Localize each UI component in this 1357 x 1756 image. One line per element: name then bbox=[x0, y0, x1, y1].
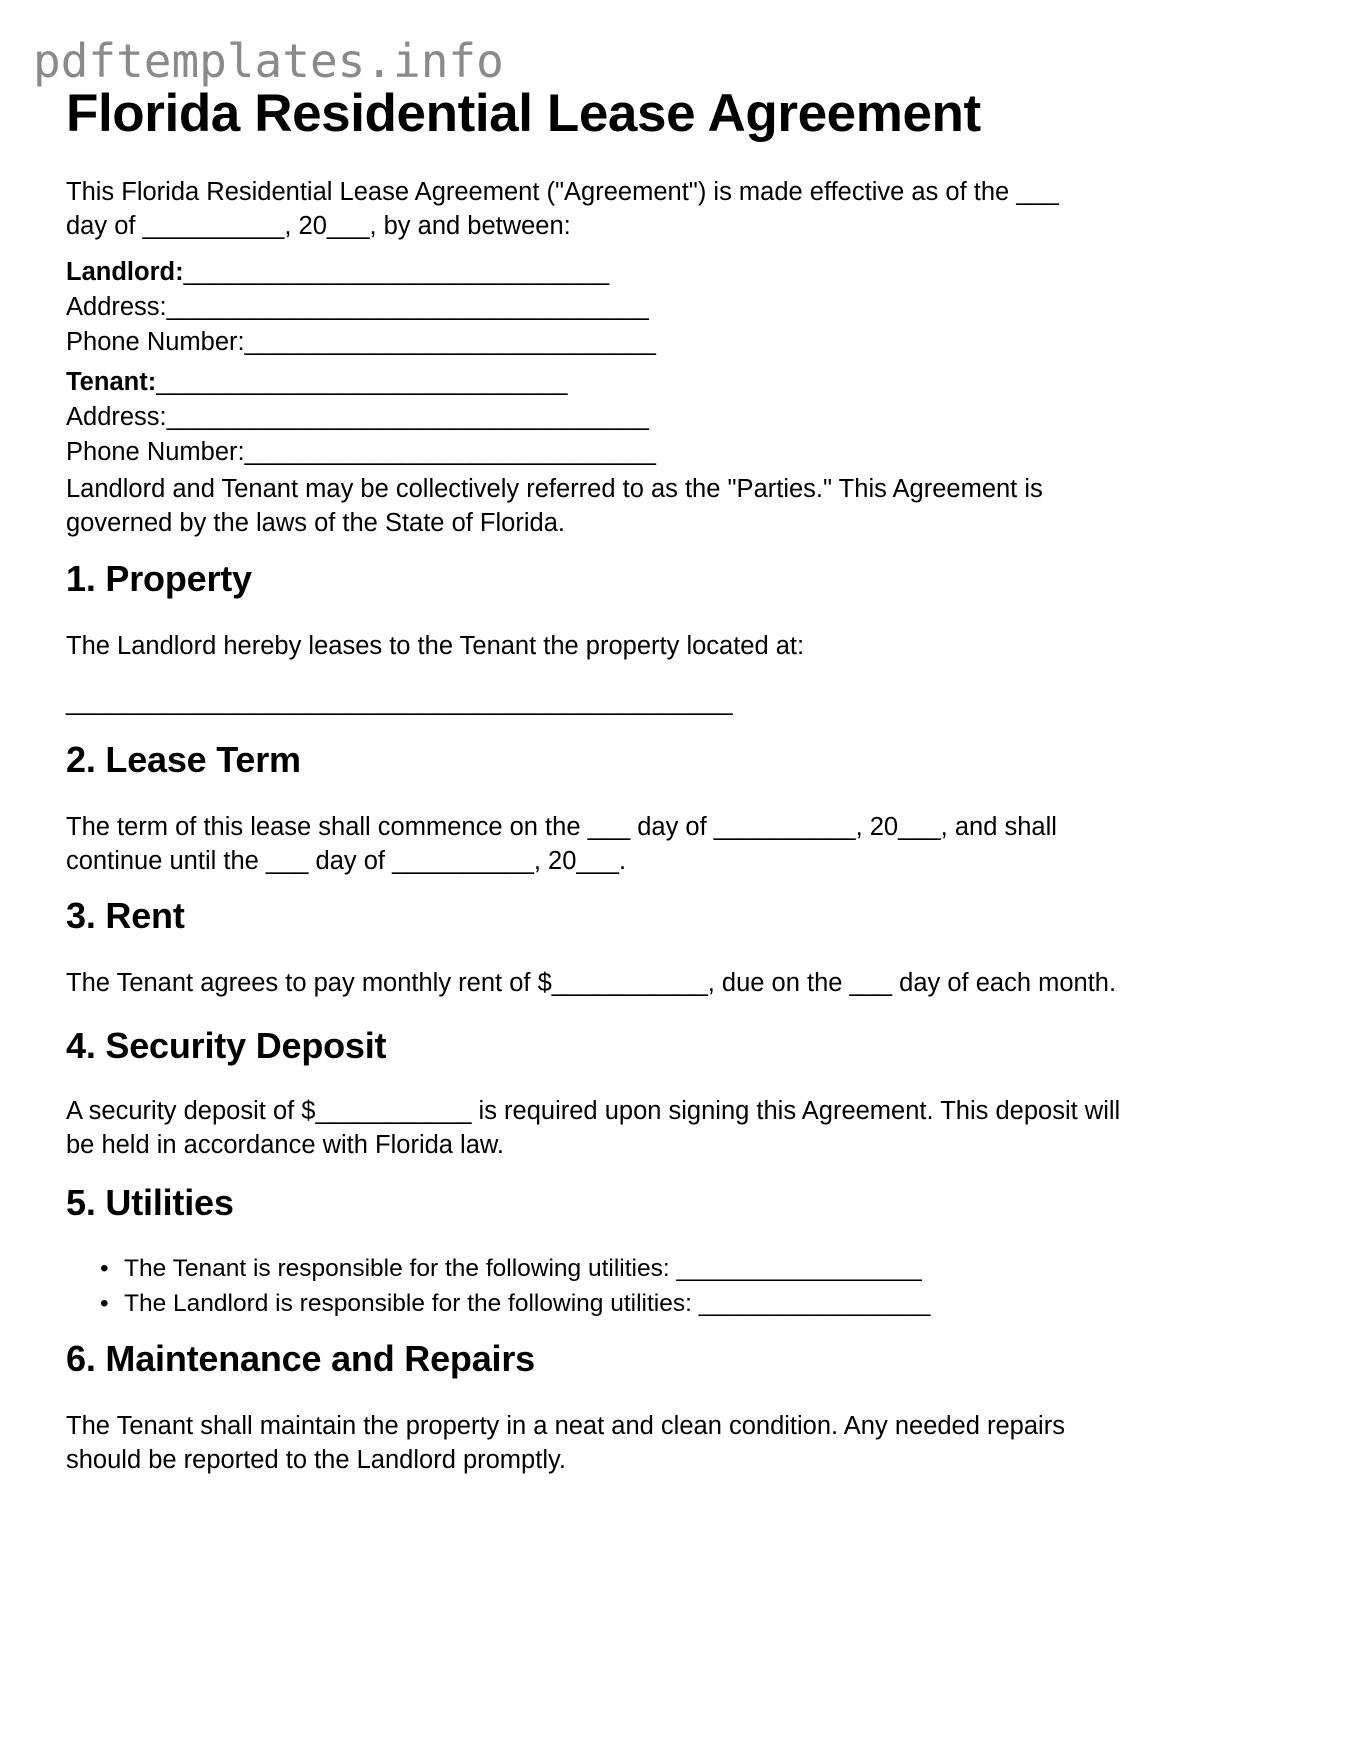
parties-note-line-2: governed by the laws of the State of Florida. bbox=[66, 508, 565, 537]
bullet-icon: • bbox=[100, 1255, 109, 1282]
lease-term-line-2: continue until the ___ day of __________, 20___. bbox=[66, 846, 627, 875]
section-rent-body bbox=[66, 967, 1150, 1001]
section-property-blank[interactable]: _______________________________________________ bbox=[66, 688, 733, 716]
section-maintenance bbox=[66, 1337, 1150, 1380]
section-rent bbox=[66, 894, 1150, 937]
landlord-label: Landlord: bbox=[66, 258, 184, 286]
section-property-text: The Landlord hereby leases to the Tenant the property located at: bbox=[66, 632, 805, 660]
utilities-list bbox=[66, 1252, 1150, 1322]
lease-term-line-1: The term of this lease shall commence on the ___ day of __________, 20___, and shall bbox=[66, 813, 1057, 841]
intro-paragraph bbox=[66, 176, 1150, 244]
landlord-address-line bbox=[66, 290, 1150, 325]
list-item bbox=[100, 1287, 1150, 1322]
tenant-phone-label: Phone Number: bbox=[66, 437, 245, 466]
landlord-name-line bbox=[66, 255, 1150, 290]
section-property-heading: 1. Property bbox=[66, 558, 252, 599]
section-maintenance-heading: 6. Maintenance and Repairs bbox=[66, 1338, 535, 1379]
tenant-label: Tenant: bbox=[66, 368, 157, 396]
tenant-address-line bbox=[66, 400, 1150, 435]
landlord-address-blank[interactable]: __________________________________ bbox=[166, 292, 649, 321]
landlord-block bbox=[66, 255, 1150, 360]
section-security-deposit-heading: 4. Security Deposit bbox=[66, 1025, 387, 1066]
utilities-landlord-text[interactable]: The Landlord is responsible for the following utilities: _________________ bbox=[124, 1289, 931, 1317]
section-security-deposit bbox=[66, 1024, 1150, 1067]
watermark-pdftemplates: pdftemplates.info bbox=[33, 34, 504, 88]
landlord-phone-label: Phone Number: bbox=[66, 327, 245, 356]
landlord-address-label: Address: bbox=[66, 292, 167, 321]
tenant-phone-line bbox=[66, 435, 1150, 470]
tenant-address-label: Address: bbox=[66, 402, 167, 431]
intro-line-2: day of __________, 20___, by and between: bbox=[66, 211, 571, 240]
landlord-phone-line bbox=[66, 325, 1150, 360]
section-maintenance-body bbox=[66, 1410, 1150, 1478]
list-item bbox=[100, 1252, 1150, 1287]
section-lease-term-heading: 2. Lease Term bbox=[66, 739, 301, 780]
section-property bbox=[66, 557, 1150, 600]
section-utilities-body bbox=[66, 1252, 1150, 1322]
section-utilities bbox=[66, 1181, 1150, 1224]
tenant-address-blank[interactable]: __________________________________ bbox=[166, 402, 649, 431]
intro-line-1: This Florida Residential Lease Agreement ("Agreement") is made effective as of the ___ bbox=[66, 178, 1059, 206]
bullet-icon: • bbox=[100, 1289, 109, 1317]
section-utilities-heading: 5. Utilities bbox=[66, 1182, 234, 1223]
section-security-deposit-body bbox=[66, 1095, 1150, 1163]
tenant-phone-blank[interactable]: _____________________________ bbox=[244, 437, 656, 466]
tenant-name-blank[interactable]: _____________________________ bbox=[156, 368, 568, 396]
page-title: Florida Residential Lease Agreement bbox=[66, 84, 981, 143]
utilities-tenant-text[interactable]: The Tenant is responsible for the following utilities: __________________ bbox=[124, 1255, 922, 1282]
maintenance-line-1: The Tenant shall maintain the property in a neat and clean condition. Any needed repairs bbox=[66, 1412, 1065, 1440]
rent-text: The Tenant agrees to pay monthly rent of $___________, due on the ___ day of each month. bbox=[66, 969, 1117, 997]
section-lease-term bbox=[66, 738, 1150, 781]
parties-note-line-1: Landlord and Tenant may be collectively referred to as the "Parties." This Agreement is bbox=[66, 475, 1043, 503]
maintenance-line-2: should be reported to the Landlord promptly. bbox=[66, 1445, 566, 1474]
section-lease-term-body bbox=[66, 811, 1150, 879]
section-rent-heading: 3. Rent bbox=[66, 895, 185, 936]
landlord-phone-blank[interactable]: _____________________________ bbox=[244, 327, 656, 356]
tenant-block bbox=[66, 365, 1150, 470]
section-property-blank-wrap bbox=[66, 686, 1150, 720]
section-property-body bbox=[66, 630, 1150, 664]
landlord-name-blank[interactable]: ______________________________ bbox=[183, 258, 610, 286]
tenant-name-line bbox=[66, 365, 1150, 400]
security-deposit-line-1: A security deposit of $___________ is required upon signing this Agreement. This deposit will bbox=[66, 1097, 1121, 1125]
security-deposit-line-2: be held in accordance with Florida law. bbox=[66, 1130, 504, 1159]
parties-note bbox=[66, 473, 1150, 541]
